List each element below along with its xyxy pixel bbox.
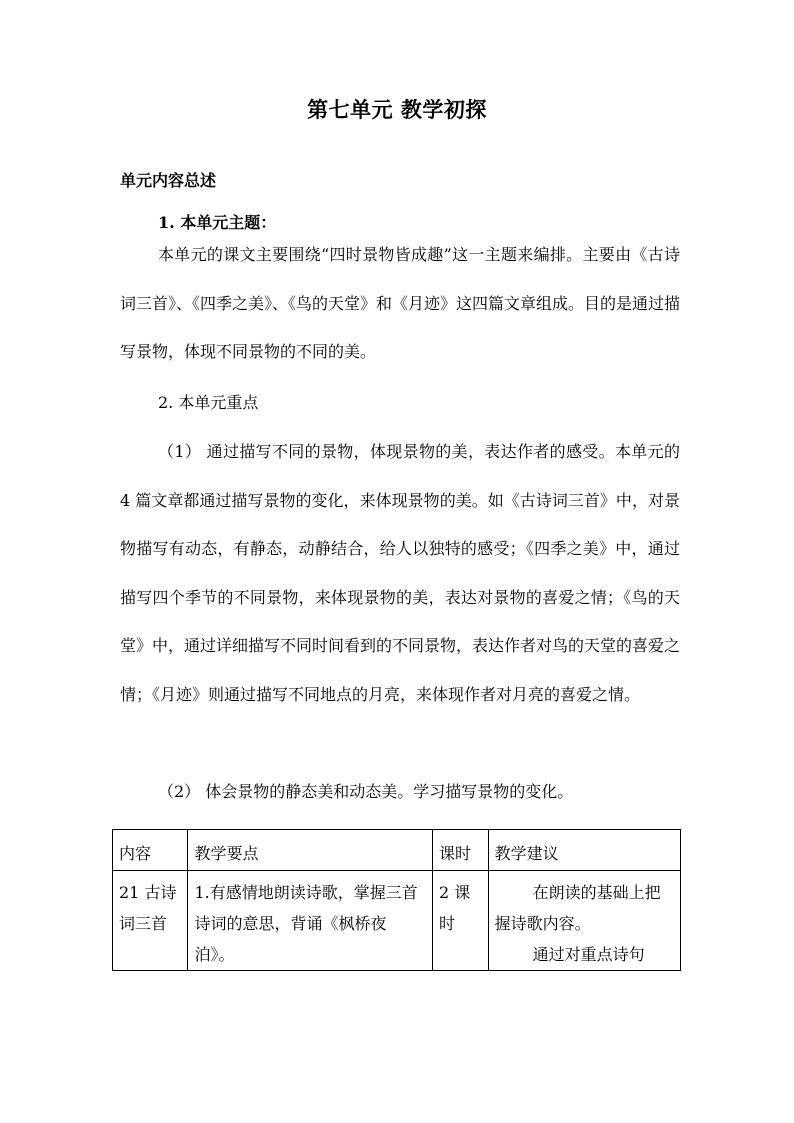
focus-point-2: （2） 体会景物的静态美和动态美。学习描写景物的变化。 [158,782,574,801]
table-header-hours: 课时 [432,830,488,871]
table-header-row [113,830,681,871]
focus-point-1-lead: （1） 通过描写不同的景物，体现景物的美，表达作者的感受。 [158,442,615,461]
theme-heading: 1. 本单元主题： [158,213,277,232]
table-header-key-points: 教学要点 [188,830,433,871]
table-header-suggestion: 教学建议 [488,830,680,871]
table-header-content: 内容 [113,830,188,871]
focus-heading: 2. 本单元重点 [158,393,259,412]
theme-paragraph: 本单元的课文主要围绕“四时景物皆成趣”这一主题来编排。主要由《古诗词三首》、《四季之美》、《鸟的天堂》和《月迹》这四篇文章组成。目的是通过描写景物，体现不同景物的不同的美。 [120,245,681,361]
table-row [113,871,681,971]
page-title: 第七单元 教学初探 [307,97,487,122]
focus-point-1 [120,428,680,719]
table-cell-hours: 2 课时 [432,871,488,971]
suggestion-line-2: 通过对重点诗句 [532,945,645,964]
suggestion-line-1: 在朗读的基础上把握诗歌内容。 [494,883,661,933]
table-cell-key-points: 1.有感情地朗读诗歌，掌握三首诗词的意思，背诵《枫桥夜泊》。 [188,871,433,971]
table-cell-content: 21 古诗词三首 [113,871,188,971]
table-cell-suggestion [488,871,680,971]
teaching-plan-table [112,829,681,971]
focus-point-1-text: 本单元的 4 篇文章都通过描写景物的变化，来体现景物的美。如《古诗词三首》中，对景物描写有动态，有静态，动静结合，给人以独特的感受；《四季之美》中，通过描写四个季节的不同景物，来体现景物的美，表达对景物的喜爱之情；《鸟的天堂》中，通过详细描写不同时间看到的不同景物，表达作者对鸟的天堂的喜爱之情；《月迹》则通过描写不同地点的月亮，来体现作者对月亮的喜爱之情。 [120,442,681,704]
section-heading: 单元内容总述 [120,171,217,190]
